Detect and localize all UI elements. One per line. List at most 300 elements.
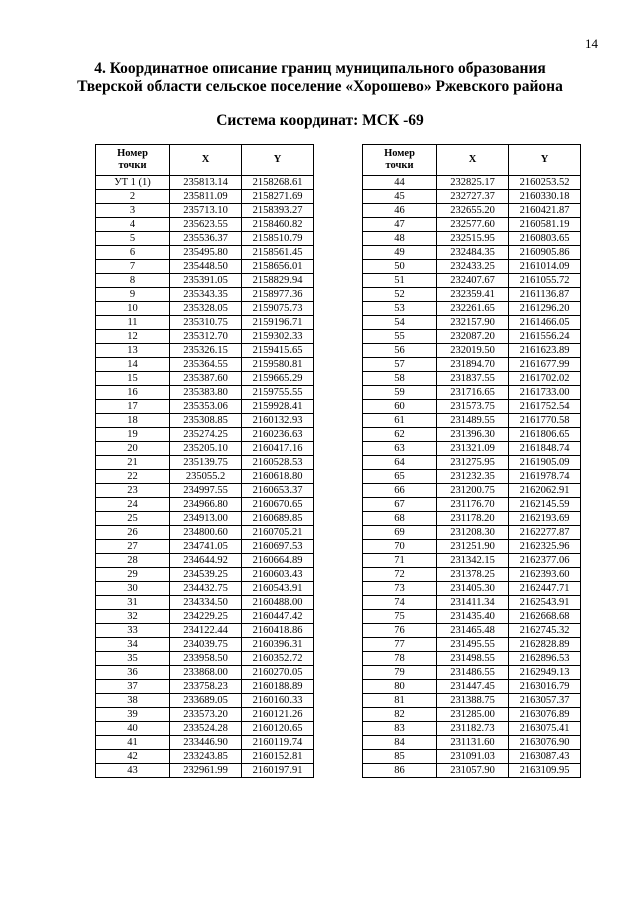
point-number-cell: 11: [96, 316, 170, 330]
point-number-cell: 80: [363, 680, 437, 694]
table-row: [363, 582, 581, 596]
point-number-cell: 26: [96, 526, 170, 540]
point-number-cell: 38: [96, 694, 170, 708]
point-number-cell: 56: [363, 344, 437, 358]
table-row: [363, 596, 581, 610]
y-coordinate-cell: 2161055.72: [509, 274, 581, 288]
point-number-header: [363, 145, 437, 176]
point-number-cell: 67: [363, 498, 437, 512]
point-number-cell: 2: [96, 190, 170, 204]
table-row: [363, 260, 581, 274]
table-row: [363, 708, 581, 722]
point-number-header-line2: точки: [118, 160, 147, 171]
point-number-cell: 7: [96, 260, 170, 274]
coordinates-table-left: [95, 144, 314, 778]
y-coordinate-cell: 2160417.16: [242, 442, 314, 456]
coordinates-table-right: [362, 144, 581, 778]
y-header: Y: [509, 145, 581, 176]
table-row: [96, 428, 314, 442]
point-number-cell: 82: [363, 708, 437, 722]
table-row: [96, 736, 314, 750]
point-number-cell: 34: [96, 638, 170, 652]
y-coordinate-cell: 2160396.31: [242, 638, 314, 652]
x-coordinate-cell: 232515.95: [437, 232, 509, 246]
y-coordinate-cell: 2163057.37: [509, 694, 581, 708]
table-row: [363, 190, 581, 204]
point-number-cell: 64: [363, 456, 437, 470]
y-coordinate-cell: 2162896.53: [509, 652, 581, 666]
point-number-cell: 40: [96, 722, 170, 736]
y-coordinate-cell: 2161770.58: [509, 414, 581, 428]
point-number-cell: 25: [96, 512, 170, 526]
x-coordinate-cell: 231716.65: [437, 386, 509, 400]
y-coordinate-cell: 2160618.80: [242, 470, 314, 484]
x-coordinate-cell: 234432.75: [170, 582, 242, 596]
point-number-header-line2: точки: [385, 160, 414, 171]
point-number-cell: 3: [96, 204, 170, 218]
x-coordinate-cell: 231894.70: [437, 358, 509, 372]
table-row: [96, 218, 314, 232]
point-number-cell: 12: [96, 330, 170, 344]
point-number-cell: 53: [363, 302, 437, 316]
point-number-cell: 23: [96, 484, 170, 498]
y-coordinate-cell: 2162062.91: [509, 484, 581, 498]
y-coordinate-cell: 2160905.86: [509, 246, 581, 260]
point-number-cell: 44: [363, 176, 437, 190]
point-number-cell: 43: [96, 764, 170, 778]
point-number-cell: УТ 1 (1): [96, 176, 170, 190]
y-coordinate-cell: 2159196.71: [242, 316, 314, 330]
y-coordinate-cell: 2162668.68: [509, 610, 581, 624]
table-row: [96, 484, 314, 498]
y-coordinate-cell: 2160653.37: [242, 484, 314, 498]
x-coordinate-cell: 232961.99: [170, 764, 242, 778]
point-number-cell: 83: [363, 722, 437, 736]
x-coordinate-cell: 231176.70: [437, 498, 509, 512]
table-row: [96, 400, 314, 414]
x-coordinate-cell: 235623.55: [170, 218, 242, 232]
x-coordinate-cell: 231057.90: [437, 764, 509, 778]
table-row: [363, 610, 581, 624]
point-number-cell: 58: [363, 372, 437, 386]
y-coordinate-cell: 2160253.52: [509, 176, 581, 190]
x-coordinate-cell: 232019.50: [437, 344, 509, 358]
table-row: [363, 764, 581, 778]
point-number-cell: 46: [363, 204, 437, 218]
y-coordinate-cell: 2160447.42: [242, 610, 314, 624]
point-number-cell: 15: [96, 372, 170, 386]
table-row: [96, 232, 314, 246]
point-number-cell: 78: [363, 652, 437, 666]
point-number-header: [96, 145, 170, 176]
y-coordinate-cell: 2161905.09: [509, 456, 581, 470]
y-coordinate-cell: 2161623.89: [509, 344, 581, 358]
table-row: [96, 288, 314, 302]
table-row: [96, 330, 314, 344]
point-number-cell: 33: [96, 624, 170, 638]
x-header: X: [170, 145, 242, 176]
y-coordinate-cell: 2160705.21: [242, 526, 314, 540]
y-coordinate-cell: 2160132.93: [242, 414, 314, 428]
x-coordinate-cell: 232433.25: [437, 260, 509, 274]
y-coordinate-cell: 2160803.65: [509, 232, 581, 246]
x-coordinate-cell: 235055.2: [170, 470, 242, 484]
y-coordinate-cell: 2160119.74: [242, 736, 314, 750]
point-number-cell: 9: [96, 288, 170, 302]
coordinate-system-label: Система координат: МСК -69: [216, 112, 424, 129]
y-coordinate-cell: 2160581.19: [509, 218, 581, 232]
table-row: [363, 414, 581, 428]
table-row: [363, 316, 581, 330]
point-number-cell: 29: [96, 568, 170, 582]
y-coordinate-cell: 2158829.94: [242, 274, 314, 288]
table-row: [363, 470, 581, 484]
x-coordinate-cell: 235713.10: [170, 204, 242, 218]
x-coordinate-cell: 235343.35: [170, 288, 242, 302]
y-coordinate-cell: 2162277.87: [509, 526, 581, 540]
y-coordinate-cell: 2160418.86: [242, 624, 314, 638]
x-coordinate-cell: 235495.80: [170, 246, 242, 260]
table-row: [363, 750, 581, 764]
table-row: [363, 498, 581, 512]
table-row: [96, 708, 314, 722]
x-coordinate-cell: 232577.60: [437, 218, 509, 232]
point-number-cell: 74: [363, 596, 437, 610]
table-row: [363, 736, 581, 750]
x-coordinate-cell: 231178.20: [437, 512, 509, 526]
table-row: [96, 358, 314, 372]
x-coordinate-cell: 231837.55: [437, 372, 509, 386]
table-row: [96, 302, 314, 316]
point-number-cell: 50: [363, 260, 437, 274]
table-row: [363, 680, 581, 694]
y-coordinate-cell: 2159928.41: [242, 400, 314, 414]
x-coordinate-cell: 231388.75: [437, 694, 509, 708]
y-coordinate-cell: 2158460.82: [242, 218, 314, 232]
y-coordinate-cell: 2160488.00: [242, 596, 314, 610]
table-row: [96, 456, 314, 470]
table-row: [96, 526, 314, 540]
y-coordinate-cell: 2161733.00: [509, 386, 581, 400]
table-row: [96, 414, 314, 428]
x-coordinate-cell: 231091.03: [437, 750, 509, 764]
point-number-cell: 27: [96, 540, 170, 554]
table-row: [96, 442, 314, 456]
point-number-cell: 19: [96, 428, 170, 442]
table-row: [363, 512, 581, 526]
y-coordinate-cell: 2163109.95: [509, 764, 581, 778]
point-number-header-line1: Номер: [117, 148, 148, 159]
x-coordinate-cell: 231495.55: [437, 638, 509, 652]
table-row: [96, 568, 314, 582]
table-row: [96, 386, 314, 400]
point-number-cell: 52: [363, 288, 437, 302]
point-number-cell: 13: [96, 344, 170, 358]
y-coordinate-cell: 2162543.91: [509, 596, 581, 610]
point-number-cell: 65: [363, 470, 437, 484]
x-coordinate-cell: 233243.85: [170, 750, 242, 764]
x-coordinate-cell: 233446.90: [170, 736, 242, 750]
point-number-cell: 4: [96, 218, 170, 232]
x-coordinate-cell: 235274.25: [170, 428, 242, 442]
table-row: [363, 176, 581, 190]
point-number-cell: 35: [96, 652, 170, 666]
y-coordinate-cell: 2163087.43: [509, 750, 581, 764]
point-number-cell: 32: [96, 610, 170, 624]
point-number-cell: 8: [96, 274, 170, 288]
x-coordinate-cell: 234539.25: [170, 568, 242, 582]
table-row: [96, 512, 314, 526]
y-coordinate-cell: 2163075.41: [509, 722, 581, 736]
y-coordinate-cell: 2158393.27: [242, 204, 314, 218]
table-row: [96, 750, 314, 764]
table-row: [363, 442, 581, 456]
point-number-cell: 31: [96, 596, 170, 610]
y-coordinate-cell: 2160120.65: [242, 722, 314, 736]
x-coordinate-cell: 231321.09: [437, 442, 509, 456]
x-coordinate-cell: 232825.17: [437, 176, 509, 190]
y-coordinate-cell: 2160330.18: [509, 190, 581, 204]
point-number-cell: 16: [96, 386, 170, 400]
x-coordinate-cell: 235205.10: [170, 442, 242, 456]
x-coordinate-cell: 231447.45: [437, 680, 509, 694]
x-coordinate-cell: 235813.14: [170, 176, 242, 190]
y-coordinate-cell: 2163016.79: [509, 680, 581, 694]
table-row: [363, 456, 581, 470]
point-number-cell: 47: [363, 218, 437, 232]
table-row: [363, 246, 581, 260]
table-row: [363, 694, 581, 708]
x-coordinate-cell: 231498.55: [437, 652, 509, 666]
point-number-cell: 6: [96, 246, 170, 260]
table-row: [363, 218, 581, 232]
x-coordinate-cell: 232087.20: [437, 330, 509, 344]
y-coordinate-cell: 2158977.36: [242, 288, 314, 302]
x-coordinate-cell: 235312.70: [170, 330, 242, 344]
point-number-cell: 63: [363, 442, 437, 456]
x-coordinate-cell: 235139.75: [170, 456, 242, 470]
point-number-cell: 85: [363, 750, 437, 764]
x-coordinate-cell: 232484.35: [437, 246, 509, 260]
point-number-cell: 48: [363, 232, 437, 246]
table-row: [363, 302, 581, 316]
x-coordinate-cell: 235364.55: [170, 358, 242, 372]
point-number-cell: 72: [363, 568, 437, 582]
y-header: Y: [242, 145, 314, 176]
point-number-cell: 28: [96, 554, 170, 568]
point-number-cell: 24: [96, 498, 170, 512]
x-coordinate-cell: 235328.05: [170, 302, 242, 316]
x-coordinate-cell: 231396.30: [437, 428, 509, 442]
table-row: [363, 484, 581, 498]
y-coordinate-cell: 2162325.96: [509, 540, 581, 554]
x-coordinate-cell: 231285.00: [437, 708, 509, 722]
table-row: [363, 344, 581, 358]
x-coordinate-cell: 234334.50: [170, 596, 242, 610]
x-coordinate-cell: 233524.28: [170, 722, 242, 736]
y-coordinate-cell: 2160528.53: [242, 456, 314, 470]
table-row: [363, 638, 581, 652]
y-coordinate-cell: 2163076.89: [509, 708, 581, 722]
table-row: [96, 610, 314, 624]
x-coordinate-cell: 231378.25: [437, 568, 509, 582]
table-row: [96, 554, 314, 568]
point-number-cell: 68: [363, 512, 437, 526]
y-coordinate-cell: 2160188.89: [242, 680, 314, 694]
y-coordinate-cell: 2160664.89: [242, 554, 314, 568]
y-coordinate-cell: 2160421.87: [509, 204, 581, 218]
table-row: [96, 596, 314, 610]
x-coordinate-cell: 231435.40: [437, 610, 509, 624]
table-row: [96, 652, 314, 666]
y-coordinate-cell: 2160670.65: [242, 498, 314, 512]
point-number-cell: 81: [363, 694, 437, 708]
y-coordinate-cell: 2162393.60: [509, 568, 581, 582]
x-coordinate-cell: 235387.60: [170, 372, 242, 386]
table-row: [96, 344, 314, 358]
table-row: [96, 638, 314, 652]
table-header-row: [363, 145, 581, 176]
x-coordinate-cell: 231251.90: [437, 540, 509, 554]
y-coordinate-cell: 2162949.13: [509, 666, 581, 680]
point-number-cell: 70: [363, 540, 437, 554]
x-coordinate-cell: 231405.30: [437, 582, 509, 596]
x-coordinate-cell: 235353.06: [170, 400, 242, 414]
x-coordinate-cell: 235308.85: [170, 414, 242, 428]
x-coordinate-cell: 233689.05: [170, 694, 242, 708]
point-number-cell: 77: [363, 638, 437, 652]
point-number-cell: 59: [363, 386, 437, 400]
table-row: [96, 372, 314, 386]
x-coordinate-cell: 234966.80: [170, 498, 242, 512]
y-coordinate-cell: 2158561.45: [242, 246, 314, 260]
point-number-cell: 57: [363, 358, 437, 372]
x-coordinate-cell: 232261.65: [437, 302, 509, 316]
x-coordinate-cell: 231208.30: [437, 526, 509, 540]
x-coordinate-cell: 232359.41: [437, 288, 509, 302]
y-coordinate-cell: 2158656.01: [242, 260, 314, 274]
y-coordinate-cell: 2161556.24: [509, 330, 581, 344]
point-number-cell: 21: [96, 456, 170, 470]
x-coordinate-cell: 232655.20: [437, 204, 509, 218]
point-number-cell: 30: [96, 582, 170, 596]
point-number-cell: 75: [363, 610, 437, 624]
table-row: [363, 232, 581, 246]
title-line-1: 4. Координатное описание границ муниципального образования: [94, 60, 546, 77]
table-row: [96, 498, 314, 512]
y-coordinate-cell: 2161677.99: [509, 358, 581, 372]
y-coordinate-cell: 2161702.02: [509, 372, 581, 386]
y-coordinate-cell: 2158268.61: [242, 176, 314, 190]
y-coordinate-cell: 2159755.55: [242, 386, 314, 400]
point-number-cell: 71: [363, 554, 437, 568]
x-coordinate-cell: 231131.60: [437, 736, 509, 750]
point-number-cell: 49: [363, 246, 437, 260]
x-coordinate-cell: 235811.09: [170, 190, 242, 204]
table-row: [96, 274, 314, 288]
x-coordinate-cell: 234741.05: [170, 540, 242, 554]
y-coordinate-cell: 2160543.91: [242, 582, 314, 596]
x-coordinate-cell: 234913.00: [170, 512, 242, 526]
x-coordinate-cell: 231232.35: [437, 470, 509, 484]
table-row: [363, 386, 581, 400]
point-number-cell: 76: [363, 624, 437, 638]
point-number-cell: 86: [363, 764, 437, 778]
x-coordinate-cell: 231200.75: [437, 484, 509, 498]
point-number-cell: 10: [96, 302, 170, 316]
table-row: [96, 190, 314, 204]
point-number-cell: 54: [363, 316, 437, 330]
point-number-cell: 69: [363, 526, 437, 540]
x-coordinate-cell: 234039.75: [170, 638, 242, 652]
x-coordinate-cell: 235383.80: [170, 386, 242, 400]
y-coordinate-cell: 2162447.71: [509, 582, 581, 596]
table-row: [363, 428, 581, 442]
point-number-cell: 84: [363, 736, 437, 750]
x-coordinate-cell: 233868.00: [170, 666, 242, 680]
x-coordinate-cell: 234229.25: [170, 610, 242, 624]
point-number-cell: 55: [363, 330, 437, 344]
x-coordinate-cell: 235391.05: [170, 274, 242, 288]
y-coordinate-cell: 2163076.90: [509, 736, 581, 750]
table-row: [96, 680, 314, 694]
point-number-cell: 45: [363, 190, 437, 204]
x-coordinate-cell: 235536.37: [170, 232, 242, 246]
x-coordinate-cell: 233573.20: [170, 708, 242, 722]
x-coordinate-cell: 234997.55: [170, 484, 242, 498]
point-number-cell: 20: [96, 442, 170, 456]
y-coordinate-cell: 2161752.54: [509, 400, 581, 414]
table-row: [363, 666, 581, 680]
x-coordinate-cell: 232727.37: [437, 190, 509, 204]
table-row: [96, 694, 314, 708]
x-coordinate-cell: 231465.48: [437, 624, 509, 638]
y-coordinate-cell: 2159302.33: [242, 330, 314, 344]
x-coordinate-cell: 231411.34: [437, 596, 509, 610]
y-coordinate-cell: 2158271.69: [242, 190, 314, 204]
x-coordinate-cell: 234800.60: [170, 526, 242, 540]
point-number-header-line1: Номер: [384, 148, 415, 159]
point-number-cell: 37: [96, 680, 170, 694]
x-coordinate-cell: 235326.15: [170, 344, 242, 358]
table-row: [363, 722, 581, 736]
y-coordinate-cell: 2160270.05: [242, 666, 314, 680]
table-row: [363, 358, 581, 372]
table-row: [363, 554, 581, 568]
point-number-cell: 39: [96, 708, 170, 722]
table-row: [363, 400, 581, 414]
y-coordinate-cell: 2161014.09: [509, 260, 581, 274]
x-coordinate-cell: 231275.95: [437, 456, 509, 470]
point-number-cell: 5: [96, 232, 170, 246]
y-coordinate-cell: 2159075.73: [242, 302, 314, 316]
table-row: [363, 372, 581, 386]
title-line-2: Тверской области сельское поселение «Хорошево» Ржевского района: [77, 78, 563, 95]
table-row: [363, 204, 581, 218]
point-number-cell: 36: [96, 666, 170, 680]
page-number: 14: [585, 36, 598, 51]
table-row: [96, 246, 314, 260]
y-coordinate-cell: 2161848.74: [509, 442, 581, 456]
x-coordinate-cell: 232157.90: [437, 316, 509, 330]
point-number-cell: 51: [363, 274, 437, 288]
table-row: [96, 540, 314, 554]
table-row: [363, 288, 581, 302]
point-number-cell: 42: [96, 750, 170, 764]
x-header: X: [437, 145, 509, 176]
y-coordinate-cell: 2160152.81: [242, 750, 314, 764]
point-number-cell: 17: [96, 400, 170, 414]
